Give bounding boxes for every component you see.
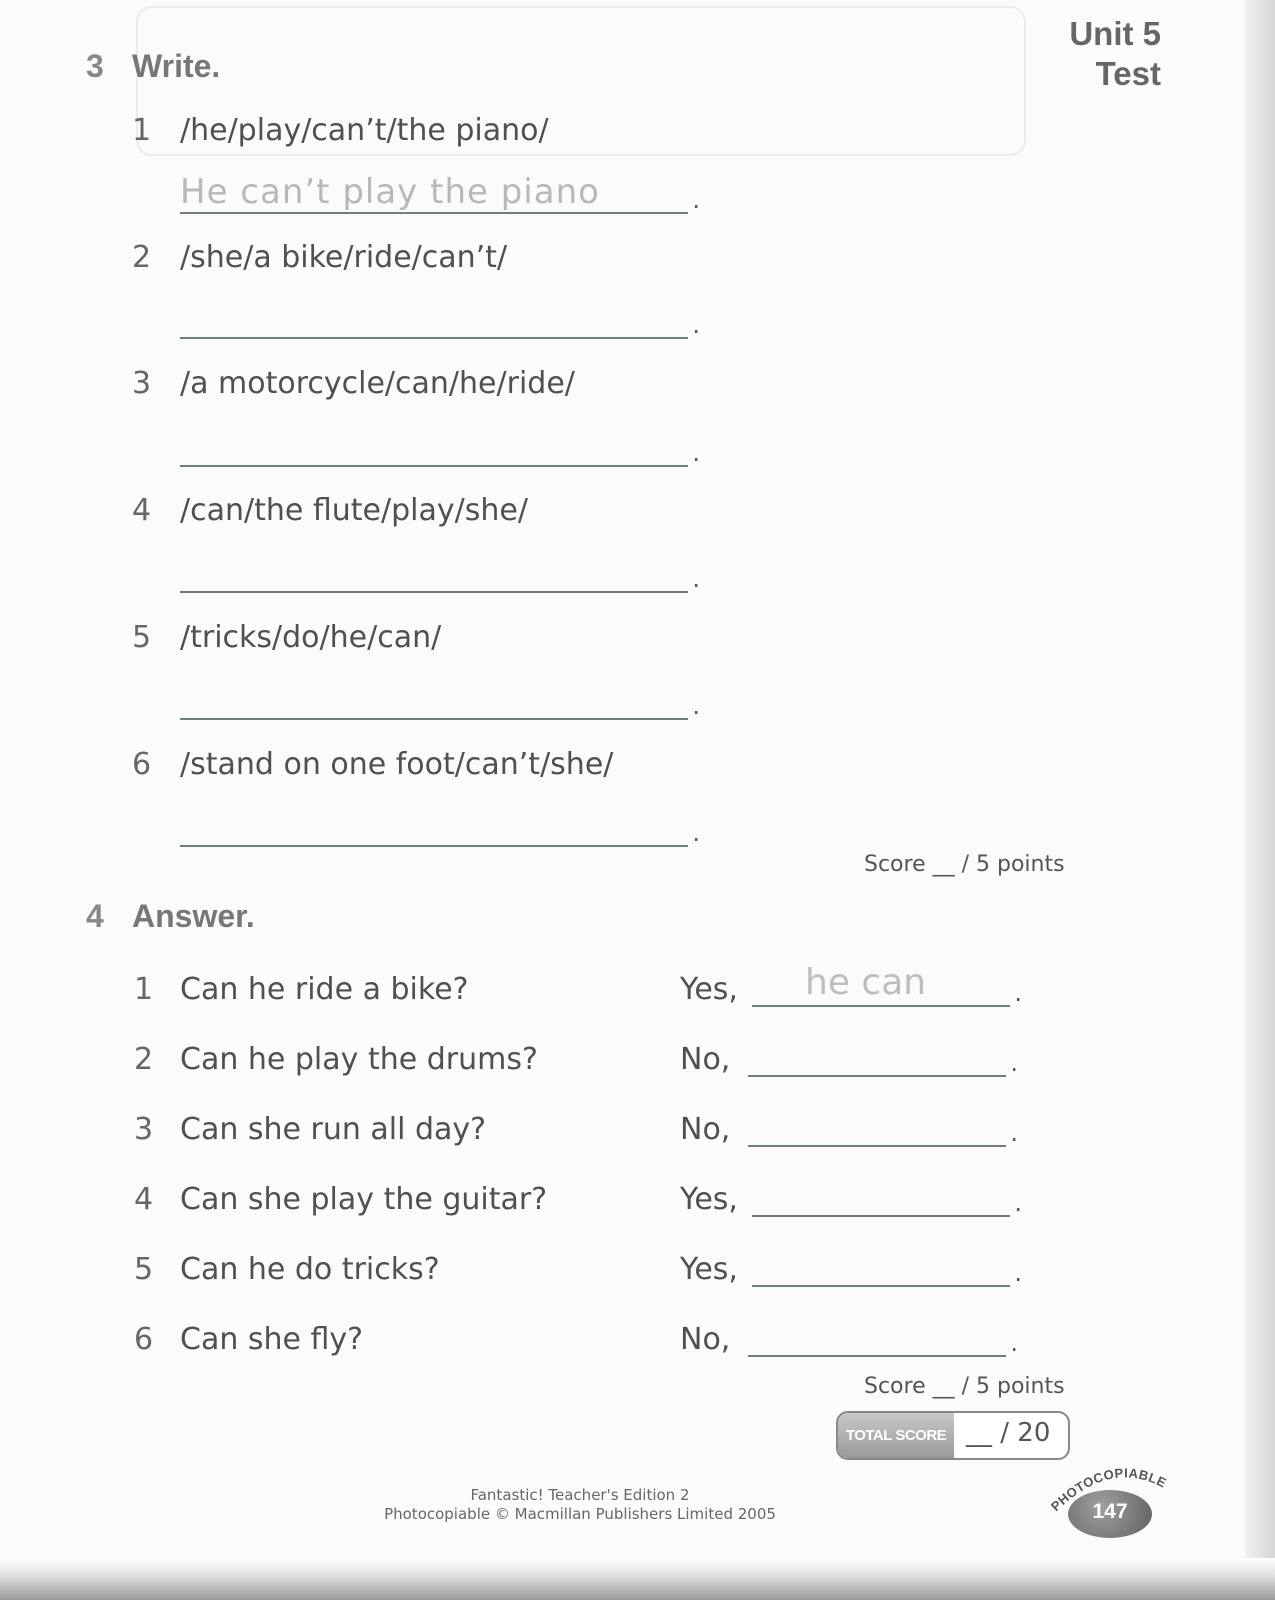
write-item-2: 2 /she/a bike/ride/can’t/ — [132, 240, 508, 275]
answer-item-2: 2 Can he play the drums? — [134, 1042, 538, 1077]
section-title: Write. — [132, 48, 221, 84]
answer-blank-6[interactable] — [748, 1355, 1006, 1357]
section-4-score: Score __ / 5 points — [864, 1374, 1065, 1399]
section-4-heading — [86, 898, 255, 935]
footer-book-title: Fantastic! Teacher's Edition 2 — [470, 1486, 690, 1504]
item-prompt: /tricks/do/he/can/ — [180, 620, 442, 655]
write-item-6: 6 /stand on one foot/can’t/she/ — [132, 747, 614, 782]
answer-item-6: 6 Can she fly? — [134, 1322, 364, 1357]
total-score-label: TOTAL SCORE — [838, 1413, 954, 1458]
answer-blank-3[interactable] — [748, 1145, 1006, 1147]
test-label: Test — [1095, 55, 1161, 92]
section-number: 4 — [86, 898, 104, 934]
page-number: 147 — [1092, 1500, 1128, 1523]
item-prompt: /a motorcycle/can/he/ride/ — [180, 366, 575, 401]
item-prompt: /he/play/can’t/the piano/ — [180, 113, 549, 148]
item-question: Can he play the drums? — [180, 1042, 538, 1077]
item-question: Can he ride a bike? — [180, 972, 469, 1007]
unit-label: Unit 5 — [1069, 15, 1161, 52]
page-edge-shadow — [1245, 0, 1275, 1600]
item-prompt: /stand on one foot/can’t/she/ — [180, 747, 614, 782]
write-item-3: 3 /a motorcycle/can/he/ride/ — [132, 366, 575, 401]
answer-item-4: 4 Can she play the guitar? — [134, 1182, 548, 1217]
answer-blank-4[interactable] — [752, 1215, 1010, 1217]
item-question: Can he do tricks? — [180, 1252, 440, 1287]
footer-credits — [360, 1486, 800, 1524]
answer-line-4[interactable] — [180, 591, 688, 593]
section-title: Answer. — [132, 898, 255, 934]
answer-blank-1[interactable] — [752, 1005, 1010, 1007]
item-reply: Yes, — [680, 1182, 738, 1217]
answer-item-1: 1 Can he ride a bike? — [134, 972, 469, 1007]
write-item-5: 5 /tricks/do/he/can/ — [132, 620, 442, 655]
unit-heading — [1069, 14, 1161, 94]
answer-blank-5[interactable] — [752, 1285, 1010, 1287]
handwritten-answer: he can — [805, 962, 927, 1003]
photocopiable-badge — [1047, 1460, 1190, 1530]
answer-blank-2[interactable] — [748, 1075, 1006, 1077]
svg-text:PHOTOCOPIABLE: PHOTOCOPIABLE — [1047, 1465, 1170, 1514]
answer-item-3: 3 Can she run all day? — [134, 1112, 487, 1147]
answer-line-3[interactable] — [180, 465, 688, 467]
item-question: Can she fly? — [180, 1322, 364, 1357]
section-number: 3 — [86, 48, 104, 84]
item-prompt: /can/the flute/play/she/ — [180, 493, 528, 528]
answer-item-5: 5 Can he do tricks? — [134, 1252, 440, 1287]
item-reply: Yes, — [680, 1252, 738, 1287]
item-reply: No, — [680, 1042, 731, 1077]
total-score-box — [836, 1411, 1070, 1460]
item-question: Can she play the guitar? — [180, 1182, 548, 1217]
item-reply: Yes, — [680, 972, 738, 1007]
answer-line-6[interactable] — [180, 845, 688, 847]
answer-line-2[interactable] — [180, 337, 688, 339]
section-3-heading — [86, 48, 220, 85]
item-reply: No, — [680, 1112, 731, 1147]
answer-line-1[interactable] — [180, 212, 688, 214]
item-reply: No, — [680, 1322, 731, 1357]
item-question: Can she run all day? — [180, 1112, 487, 1147]
write-item-1: 1 /he/play/can’t/the piano/ — [132, 113, 549, 148]
handwritten-answer: He can’t play the piano — [180, 172, 600, 212]
section-3-score: Score __ / 5 points — [864, 852, 1065, 877]
answer-line-5[interactable] — [180, 718, 688, 720]
scan-bottom-edge — [0, 1558, 1275, 1600]
write-item-4: 4 /can/the flute/play/she/ — [132, 493, 528, 528]
total-score-value[interactable]: __ / 20 — [966, 1418, 1051, 1448]
footer-copyright: Photocopiable © Macmillan Publishers Limited 2005 — [384, 1505, 776, 1523]
item-prompt: /she/a bike/ride/can’t/ — [180, 240, 508, 275]
